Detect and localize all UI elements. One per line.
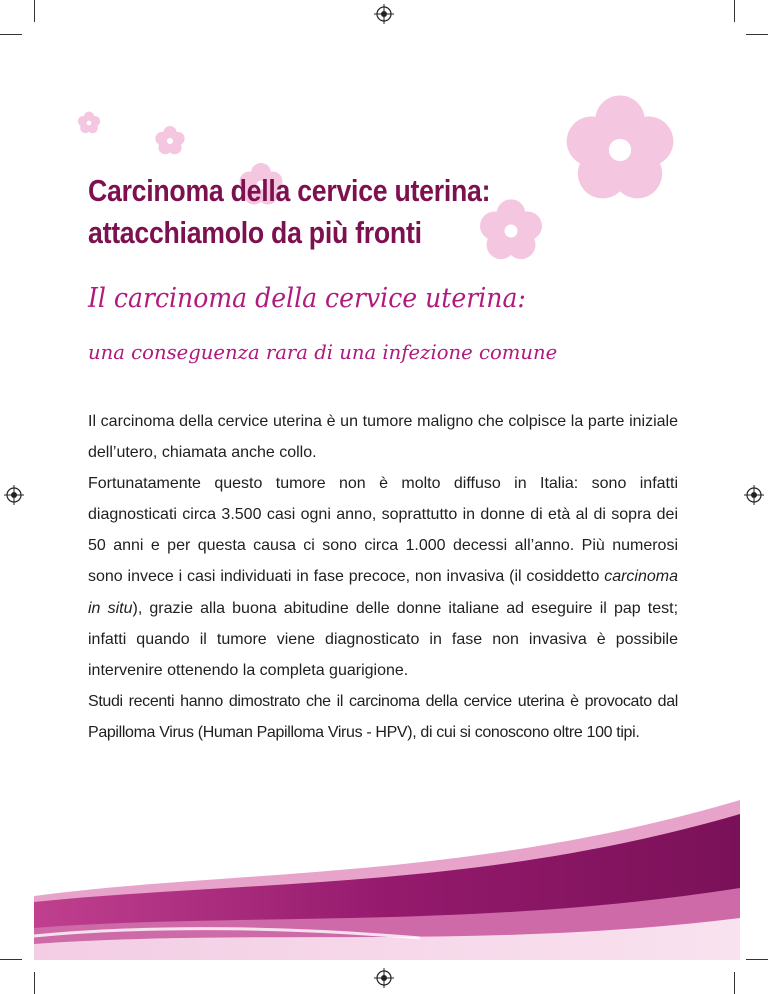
title-line-1: Carcinoma della cervice uterina: (88, 173, 491, 208)
subtitle-line-1: Il carcinoma della cervice uterina: (88, 283, 526, 314)
paragraph-1: Il carcinoma della cervice uterina è un tumore maligno che colpisce la parte iniziale dell’utero, chiamata anche collo. (88, 413, 678, 462)
registration-mark-icon (744, 485, 764, 505)
paragraph-2-text-end: ), grazie alla buona abitudine delle donne italiane ad eseguire il pap test; infatti quando il tumore viene diagnosticato in fase non invasiva è possibile intervenire ottenendo la completa guarigione. (88, 599, 679, 679)
crop-mark (0, 34, 22, 35)
title-line-2: attacchiamolo da più fronti (88, 215, 422, 250)
flower-icon (76, 110, 102, 136)
flower-icon (153, 124, 187, 158)
body-text (88, 406, 678, 748)
italic-term: carcinoma in situ (88, 568, 678, 617)
paragraph-2 (88, 468, 678, 686)
page-title (88, 170, 570, 254)
flower-icon (558, 88, 682, 212)
crop-mark (734, 0, 735, 22)
paragraph-2-text: Fortunatamente questo tumore non è molto diffuso in Italia: sono infatti diagnosticati circa 3.500 casi ogni anno, soprattutto in donne di età al di sopra dei 50 anni e per questa causa ci sono circa 1.000 decessi all’anno. Più numerosi sono invece i casi individuati in fase precoce, non invasiva (il cosiddetto (88, 475, 678, 586)
subtitle-line-2: una conseguenza rara di una infezione comune (88, 340, 558, 364)
crop-mark (746, 34, 768, 35)
paragraph-3: Studi recenti hanno dimostrato che il carcinoma della cervice uterina è provocato dal Papilloma Virus (Human Papilloma Virus - HPV), di cui si conoscono oltre 100 tipi. (88, 692, 678, 741)
wave-decoration (0, 800, 768, 994)
crop-mark (34, 0, 35, 22)
registration-mark-icon (4, 485, 24, 505)
registration-mark-icon (374, 4, 394, 24)
